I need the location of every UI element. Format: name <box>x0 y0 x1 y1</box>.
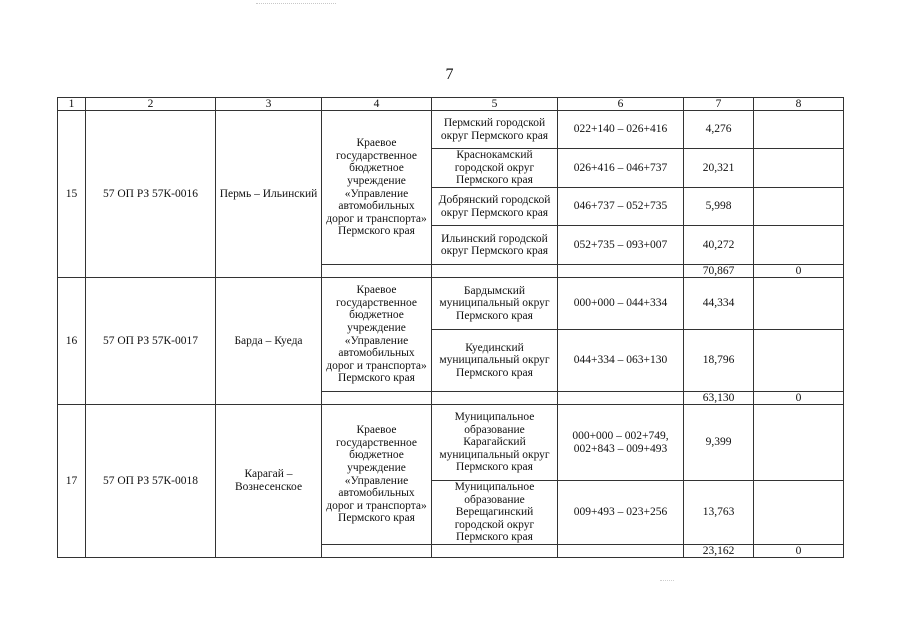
column-number-row <box>58 98 844 111</box>
total-blank <box>322 545 432 558</box>
segment-district: Муниципальное образование Карагайский муниципальный округ Пермского края <box>432 405 558 481</box>
total-extra: 0 <box>754 265 844 278</box>
column-number: 3 <box>216 98 322 111</box>
total-length: 23,162 <box>684 545 754 558</box>
total-length: 70,867 <box>684 265 754 278</box>
column-number: 6 <box>558 98 684 111</box>
segment-range: 026+416 – 046+737 <box>558 149 684 188</box>
row-number: 15 <box>58 111 86 278</box>
segment-district: Муниципальное образование Верещагинский городской округ Пермского края <box>432 481 558 545</box>
segment-district: Добрянский городской округ Пермского края <box>432 188 558 226</box>
segment-extra <box>754 188 844 226</box>
segment-length: 5,998 <box>684 188 754 226</box>
scan-artifact-top <box>256 3 336 4</box>
total-extra: 0 <box>754 545 844 558</box>
road-owner-organization: Краевое государственное бюджетное учреждение «Управление автомобильных дорог и транспорта» Пермского края <box>322 405 432 545</box>
total-blank <box>322 392 432 405</box>
segment-length: 40,272 <box>684 226 754 265</box>
road-code: 57 ОП РЗ 57К-0017 <box>86 278 216 405</box>
road-register-table <box>57 97 844 558</box>
road-owner-organization: Краевое государственное бюджетное учреждение «Управление автомобильных дорог и транспорта» Пермского края <box>322 278 432 392</box>
segment-extra <box>754 111 844 149</box>
total-blank <box>432 545 558 558</box>
segment-extra <box>754 226 844 265</box>
total-length: 63,130 <box>684 392 754 405</box>
total-extra: 0 <box>754 392 844 405</box>
total-blank <box>432 265 558 278</box>
segment-range: 009+493 – 023+256 <box>558 481 684 545</box>
segment-length: 9,399 <box>684 405 754 481</box>
row-number: 17 <box>58 405 86 558</box>
road-code: 57 ОП РЗ 57К-0018 <box>86 405 216 558</box>
road-code: 57 ОП РЗ 57К-0016 <box>86 111 216 278</box>
segment-length: 44,334 <box>684 278 754 330</box>
segment-length: 4,276 <box>684 111 754 149</box>
table-row <box>58 405 844 481</box>
column-number: 8 <box>754 98 844 111</box>
road-name: Пермь – Ильинский <box>216 111 322 278</box>
road-name: Карагай – Вознесенское <box>216 405 322 558</box>
column-number: 5 <box>432 98 558 111</box>
table-row <box>58 278 844 330</box>
total-blank <box>558 265 684 278</box>
segment-extra <box>754 278 844 330</box>
scan-artifact-bottom <box>660 580 674 581</box>
column-number: 1 <box>58 98 86 111</box>
column-number: 4 <box>322 98 432 111</box>
segment-range: 000+000 – 044+334 <box>558 278 684 330</box>
segment-district: Краснокамский городской округ Пермского края <box>432 149 558 188</box>
column-number: 2 <box>86 98 216 111</box>
segment-district: Бардымский муниципальный округ Пермского края <box>432 278 558 330</box>
total-blank <box>558 392 684 405</box>
segment-range: 022+140 – 026+416 <box>558 111 684 149</box>
page-number: 7 <box>445 66 454 83</box>
segment-extra <box>754 330 844 392</box>
segment-length: 13,763 <box>684 481 754 545</box>
segment-extra <box>754 405 844 481</box>
segment-district: Пермский городской округ Пермского края <box>432 111 558 149</box>
segment-length: 18,796 <box>684 330 754 392</box>
total-blank <box>322 265 432 278</box>
total-blank <box>432 392 558 405</box>
row-number: 16 <box>58 278 86 405</box>
segment-extra <box>754 149 844 188</box>
segment-range: 052+735 – 093+007 <box>558 226 684 265</box>
segment-district: Ильинский городской округ Пермского края <box>432 226 558 265</box>
segment-range: 000+000 – 002+749, 002+843 – 009+493 <box>558 405 684 481</box>
segment-district: Куединский муниципальный округ Пермского края <box>432 330 558 392</box>
road-owner-organization: Краевое государственное бюджетное учреждение «Управление автомобильных дорог и транспорта» Пермского края <box>322 111 432 265</box>
segment-range: 044+334 – 063+130 <box>558 330 684 392</box>
table-row <box>58 111 844 149</box>
segment-range: 046+737 – 052+735 <box>558 188 684 226</box>
segment-extra <box>754 481 844 545</box>
segment-length: 20,321 <box>684 149 754 188</box>
column-number: 7 <box>684 98 754 111</box>
total-blank <box>558 545 684 558</box>
road-name: Барда – Куеда <box>216 278 322 405</box>
